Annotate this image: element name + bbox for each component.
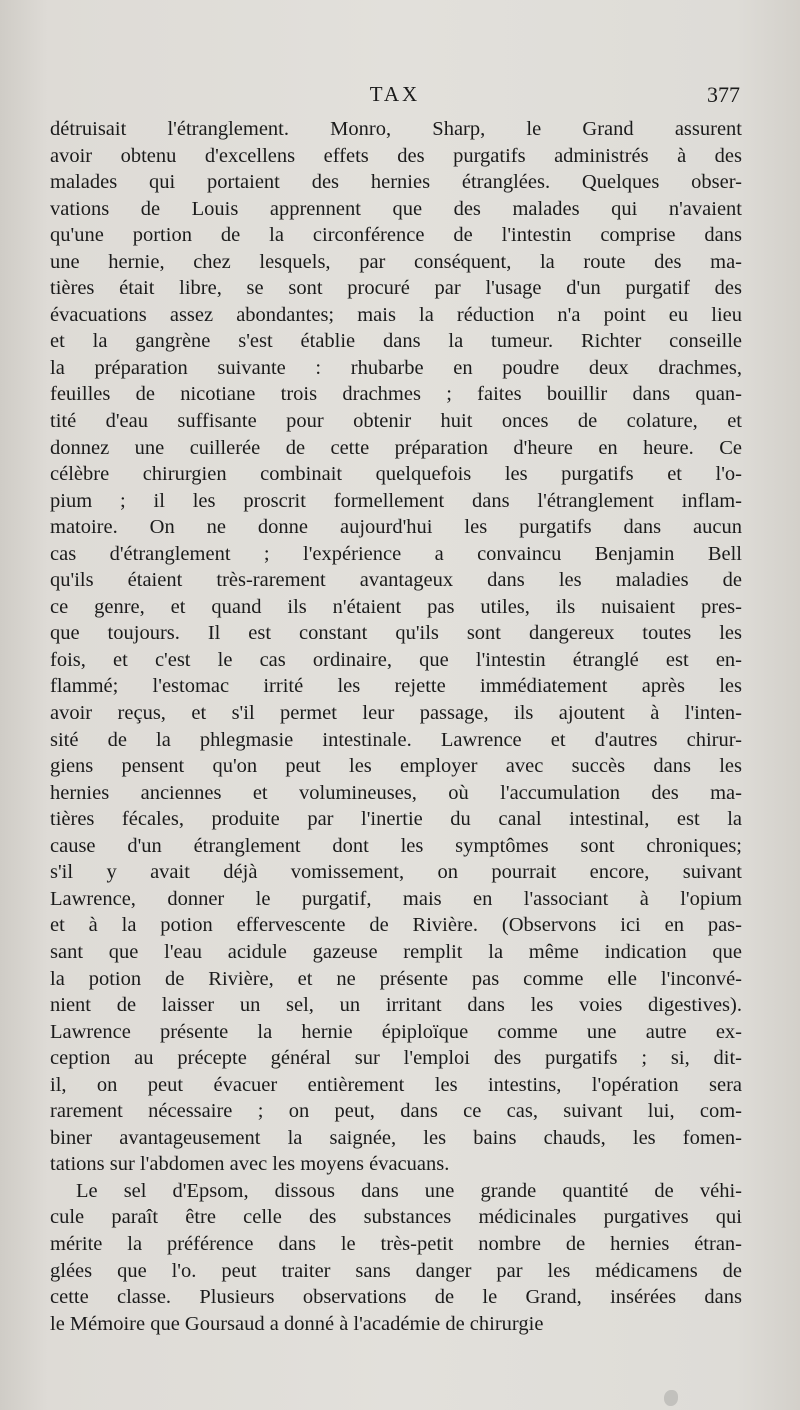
running-title: TAX — [369, 82, 421, 106]
text-line: tières fécales, produite par l'inertie du canal intestinal, est la — [50, 808, 742, 831]
text-line: le Mémoire que Goursaud a donné à l'académie de chirurgie — [50, 1312, 544, 1335]
text-line: avoir obtenu d'excellens effets des purgatifs administrés à des — [50, 144, 742, 167]
text-line: Lawrence présente la hernie épiploïque comme une autre ex- — [50, 1020, 742, 1043]
text-line: cule paraît être celle des substances médicinales purgatives qui — [50, 1206, 742, 1229]
text-line: flammé; l'estomac irrité les rejette immédiatement après les — [50, 675, 742, 698]
text-line: vations de Louis apprennent que des malades qui n'avaient — [50, 197, 742, 220]
text-line: mérite la préférence dans le très-petit nombre de hernies étran- — [50, 1232, 742, 1255]
text-line: qu'une portion de la circonférence de l'intestin comprise dans — [50, 224, 742, 247]
text-line: rarement nécessaire ; on peut, dans ce cas, suivant lui, com- — [50, 1100, 742, 1123]
text-line: et à la potion effervescente de Rivière. (Observons ici en pas- — [50, 914, 742, 937]
text-line: feuilles de nicotiane trois drachmes ; faites bouillir dans quan- — [50, 383, 742, 406]
text-line: s'il y avait déjà vomissement, on pourrait encore, suivant — [50, 861, 742, 884]
text-line: biner avantageusement la saignée, les bains chauds, les fomen- — [50, 1126, 742, 1149]
text-line: la préparation suivante : rhubarbe en poudre deux drachmes, — [50, 356, 742, 379]
text-line: tations sur l'abdomen avec les moyens évacuans. — [50, 1153, 450, 1176]
text-line: pium ; il les proscrit formellement dans l'étranglement inflam- — [50, 489, 742, 512]
text-line: ception au précepte général sur l'emploi des purgatifs ; si, dit- — [50, 1047, 742, 1070]
text-line: nient de laisser un sel, un irritant dans les voies digestives). — [50, 994, 742, 1017]
ink-blot — [664, 1390, 678, 1406]
text-line: Lawrence, donner le purgatif, mais en l'associant à l'opium — [50, 887, 742, 910]
text-line: cause d'un étranglement dont les symptômes sont chroniques; — [50, 834, 742, 857]
text-line: Le sel d'Epsom, dissous dans une grande quantité de véhi- — [76, 1179, 742, 1202]
text-line: fois, et c'est le cas ordinaire, que l'intestin étranglé est en- — [50, 648, 742, 671]
text-line: détruisait l'étranglement. Monro, Sharp, le Grand assurent — [50, 118, 742, 140]
text-line: tité d'eau suffisante pour obtenir huit onces de colature, et — [50, 410, 742, 433]
text-line: sité de la phlegmasie intestinale. Lawrence et d'autres chirur- — [50, 728, 742, 751]
text-line: malades qui portaient des hernies étranglées. Quelques obser- — [50, 171, 742, 194]
text-line: sant que l'eau acidule gazeuse remplit la même indication que — [50, 940, 742, 963]
text-line: avoir reçus, et s'il permet leur passage, ils ajoutent à l'inten- — [50, 702, 742, 725]
text-line: célèbre chirurgien combinait quelquefois les purgatifs et l'o- — [50, 463, 742, 486]
text-line: la potion de Rivière, et ne présente pas comme elle l'inconvé- — [50, 967, 742, 990]
text-line: une hernie, chez lesquels, par conséquent, la route des ma- — [50, 250, 742, 273]
page-number: 377 — [707, 82, 740, 107]
text-line: cette classe. Plusieurs observations de le Grand, insérées dans — [50, 1286, 742, 1309]
text-line: que toujours. Il est constant qu'ils sont dangereux toutes les — [50, 622, 742, 645]
text-line: et la gangrène s'est établie dans la tumeur. Richter conseille — [50, 330, 742, 353]
body-text — [50, 116, 742, 1337]
text-line: tières était libre, se sont procuré par l'usage d'un purgatif des — [50, 277, 742, 300]
text-line: hernies anciennes et volumineuses, où l'accumulation des ma- — [50, 781, 742, 804]
text-line: qu'ils étaient très-rarement avantageux dans les maladies de — [50, 569, 742, 592]
text-line: ce genre, et quand ils n'étaient pas utiles, ils nuisaient pres- — [50, 595, 742, 618]
running-head — [50, 82, 740, 112]
text-line: évacuations assez abondantes; mais la réduction n'a point eu lieu — [50, 303, 742, 326]
text-line: donnez une cuillerée de cette préparation d'heure en heure. Ce — [50, 436, 742, 459]
text-line: cas d'étranglement ; l'expérience a convaincu Benjamin Bell — [50, 542, 742, 565]
text-line: giens pensent qu'on peut les employer avec succès dans les — [50, 755, 742, 778]
text-line: matoire. On ne donne aujourd'hui les purgatifs dans aucun — [50, 516, 742, 539]
text-line: glées que l'o. peut traiter sans danger par les médicamens de — [50, 1259, 742, 1282]
text-line: il, on peut évacuer entièrement les intestins, l'opération sera — [50, 1073, 742, 1096]
